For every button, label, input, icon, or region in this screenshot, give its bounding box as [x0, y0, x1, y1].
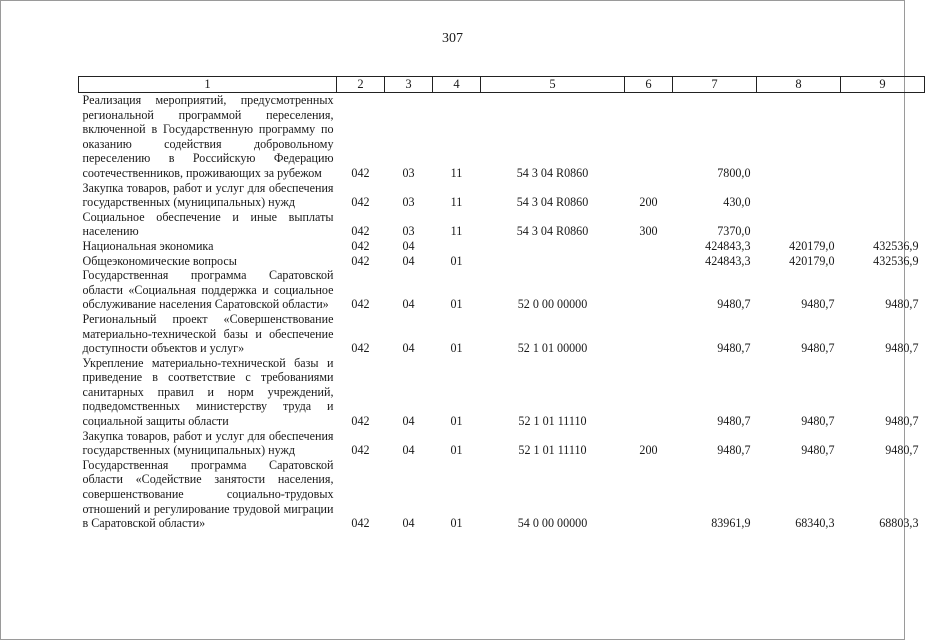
table-row — [79, 239, 925, 254]
row-ministry-code: 042 — [351, 253, 370, 268]
row-amount-year-1: 7370,0 — [717, 224, 751, 239]
header-row — [79, 77, 925, 93]
row-target-article: 52 1 01 00000 — [517, 341, 588, 356]
row-amount-year-2: 9480,7 — [801, 341, 835, 356]
row-ministry-code: 042 — [351, 165, 370, 180]
row-subsection-code: 01 — [450, 516, 463, 531]
row-amount-year-3: 9480,7 — [885, 414, 919, 429]
row-section-code: 04 — [402, 414, 415, 429]
row-amount-year-1: 424843,3 — [705, 253, 751, 268]
row-amount-year-3: 9480,7 — [885, 341, 919, 356]
row-ministry-code: 042 — [351, 341, 370, 356]
budget-table — [78, 76, 925, 531]
row-amount-year-2 — [757, 93, 841, 181]
row-target-article: 52 0 00 00000 — [517, 297, 588, 312]
row-amount-year-1: 424843,3 — [705, 238, 751, 253]
row-amount-year-2: 68340,3 — [795, 516, 835, 531]
row-section-code: 03 — [402, 165, 415, 180]
row-ministry-code: 042 — [351, 195, 370, 210]
row-target-article — [481, 254, 625, 269]
row-ministry-code: 042 — [351, 414, 370, 429]
row-expense-type — [625, 93, 673, 181]
table-row — [79, 312, 925, 356]
row-subsection-code: 01 — [450, 341, 463, 356]
row-target-article: 52 1 01 11110 — [518, 443, 587, 458]
row-amount-year-1: 83961,9 — [711, 516, 751, 531]
row-section-code: 04 — [402, 516, 415, 531]
row-section-code: 04 — [402, 297, 415, 312]
row-subsection-code — [433, 239, 481, 254]
table-row — [79, 93, 925, 181]
row-target-article: 54 3 04 R0860 — [516, 195, 589, 210]
header-col-8: 8 — [757, 77, 841, 93]
header-col-3: 3 — [385, 77, 433, 93]
row-amount-year-3: 9480,7 — [885, 443, 919, 458]
row-target-article: 52 1 01 11110 — [518, 414, 587, 429]
row-amount-year-3: 432536,9 — [873, 238, 919, 253]
row-amount-year-1: 9480,7 — [717, 443, 751, 458]
row-amount-year-3 — [841, 93, 925, 181]
row-amount-year-1: 430,0 — [723, 195, 751, 210]
row-section-code: 04 — [402, 443, 415, 458]
row-name: Общеэкономические вопросы — [82, 253, 237, 268]
table-row — [79, 268, 925, 312]
header-col-5: 5 — [481, 77, 625, 93]
row-amount-year-3 — [841, 210, 925, 239]
row-expense-type: 200 — [639, 195, 658, 210]
row-subsection-code: 01 — [450, 297, 463, 312]
row-expense-type: 300 — [639, 224, 658, 239]
row-name: Государственная программа Саратовской области «Содействие занятости населения, совершенствование социально-трудовых отношений и регулирование трудовой миграции в Саратовской области» — [82, 457, 334, 531]
row-ministry-code: 042 — [351, 443, 370, 458]
table-row — [79, 181, 925, 210]
table-row — [79, 254, 925, 269]
row-ministry-code: 042 — [351, 297, 370, 312]
page-number: 307 — [442, 31, 463, 46]
row-expense-type — [625, 239, 673, 254]
row-section-code: 04 — [402, 253, 415, 268]
row-subsection-code: 01 — [450, 253, 463, 268]
row-section-code: 03 — [402, 195, 415, 210]
row-amount-year-2 — [757, 181, 841, 210]
row-name: Социальное обеспечение и иные выплаты населению — [82, 209, 334, 239]
row-amount-year-1: 9480,7 — [717, 341, 751, 356]
row-subsection-code: 11 — [450, 165, 463, 180]
row-amount-year-3 — [841, 181, 925, 210]
row-name: Национальная экономика — [82, 238, 214, 253]
row-name: Государственная программа Саратовской области «Социальная поддержка и социальное обслуживание населения Саратовской области» — [82, 268, 334, 312]
row-expense-type — [625, 458, 673, 531]
header-col-7: 7 — [673, 77, 757, 93]
row-subsection-code: 11 — [450, 195, 463, 210]
row-expense-type — [625, 356, 673, 429]
row-amount-year-3: 68803,3 — [879, 516, 919, 531]
row-amount-year-1: 9480,7 — [717, 297, 751, 312]
table-row — [79, 356, 925, 429]
header-col-2: 2 — [337, 77, 385, 93]
row-ministry-code: 042 — [351, 238, 370, 253]
row-target-article — [481, 239, 625, 254]
row-section-code: 04 — [402, 341, 415, 356]
header-col-6: 6 — [625, 77, 673, 93]
row-expense-type — [625, 312, 673, 356]
row-ministry-code: 042 — [351, 516, 370, 531]
row-amount-year-2: 9480,7 — [801, 414, 835, 429]
row-amount-year-2: 420179,0 — [789, 253, 835, 268]
row-subsection-code: 11 — [450, 224, 463, 239]
row-amount-year-3: 9480,7 — [885, 297, 919, 312]
row-expense-type: 200 — [639, 443, 658, 458]
row-ministry-code: 042 — [351, 224, 370, 239]
header-col-4: 4 — [433, 77, 481, 93]
table-row — [79, 210, 925, 239]
row-amount-year-1: 9480,7 — [717, 414, 751, 429]
row-subsection-code: 01 — [450, 443, 463, 458]
header-col-9: 9 — [841, 77, 925, 93]
header-col-1: 1 — [79, 77, 337, 93]
row-section-code: 04 — [402, 238, 415, 253]
table-row — [79, 429, 925, 458]
row-amount-year-2 — [757, 210, 841, 239]
row-target-article: 54 3 04 R0860 — [516, 224, 589, 239]
row-expense-type — [625, 268, 673, 312]
row-amount-year-2: 9480,7 — [801, 443, 835, 458]
table-row — [79, 458, 925, 531]
row-expense-type — [625, 254, 673, 269]
row-amount-year-1: 7800,0 — [717, 165, 751, 180]
row-target-article: 54 0 00 00000 — [517, 516, 588, 531]
row-name: Закупка товаров, работ и услуг для обеспечения государственных (муниципальных) нужд — [82, 428, 334, 458]
row-name: Реализация мероприятий, предусмотренных региональной программой переселения, включенной в Государственную программу по оказанию содействия добровольному переселению в Российскую Федерацию соотечественников, проживающих за рубежом — [82, 93, 334, 180]
row-name: Закупка товаров, работ и услуг для обеспечения государственных (муниципальных) нужд — [82, 180, 334, 210]
row-section-code: 03 — [402, 224, 415, 239]
row-subsection-code: 01 — [450, 414, 463, 429]
row-amount-year-2: 9480,7 — [801, 297, 835, 312]
row-name: Региональный проект «Совершенствование материально-технической базы и обеспечение доступности объектов и услуг» — [82, 311, 334, 356]
row-amount-year-2: 420179,0 — [789, 238, 835, 253]
row-target-article: 54 3 04 R0860 — [516, 165, 589, 180]
row-amount-year-3: 432536,9 — [873, 253, 919, 268]
row-name: Укрепление материально-технической базы и приведение в соответствие с требованиями санитарных правил и норм учреждений, подведомственных министерству труда и социальной защиты области — [82, 355, 334, 429]
